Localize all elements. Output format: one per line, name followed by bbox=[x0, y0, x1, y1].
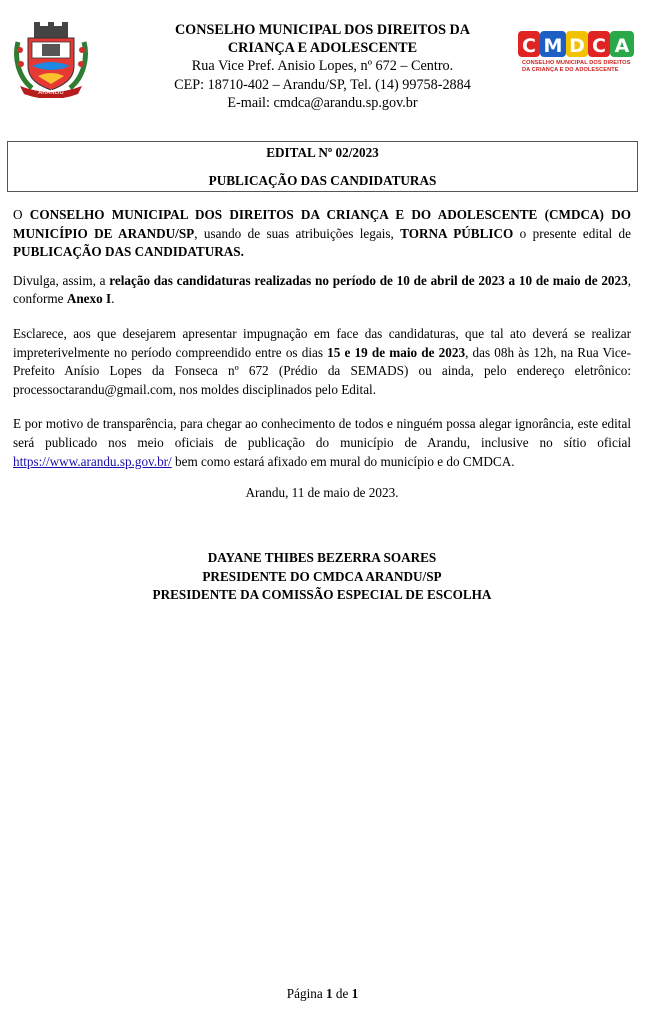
text: , conforme bbox=[13, 272, 631, 307]
header-org-line1: CONSELHO MUNICIPAL DOS DIREITOS DA bbox=[174, 22, 471, 38]
date-line: Arandu, 11 de maio de 2023. bbox=[245, 485, 399, 500]
svg-text:C: C bbox=[592, 35, 606, 57]
signer-role-2: PRESIDENTE DA COMISSÃO ESPECIAL DE ESCOLHA bbox=[152, 587, 492, 603]
bold-text: relação das candidaturas realizadas no período de 10 de abril de 2023 a 10 de maio de 2023 bbox=[109, 272, 628, 288]
edital-subject: PUBLICAÇÃO DAS CANDIDATURAS bbox=[208, 173, 437, 188]
svg-text:M: M bbox=[543, 35, 563, 57]
edital-number: EDITAL Nº 02/2023 bbox=[266, 145, 379, 160]
text: E por motivo de transparência, para chegar ao conhecimento de todos e ninguém possa alegar ignorância, este edital será publicado nos meio oficiais de publicação do município de Arandu, inclusive no sítio oficial bbox=[13, 416, 631, 450]
cmdca-logo-wordmark-icon bbox=[518, 29, 634, 59]
header-email: E-mail: cmdca@arandu.sp.gov.br bbox=[227, 94, 418, 111]
text: bem como estará afixado em mural do município e do CMDCA. bbox=[171, 453, 515, 469]
text: Divulga, assim, a bbox=[13, 272, 110, 288]
text: , usando de suas atribuições legais, bbox=[194, 225, 401, 241]
paragraph-1 bbox=[13, 206, 631, 262]
edital-title-box bbox=[7, 141, 638, 192]
cmdca-logo-subtitle bbox=[522, 60, 634, 74]
text: o presente edital de bbox=[513, 225, 632, 241]
paragraph-2 bbox=[13, 272, 631, 309]
text: , das 08h às 12h, na Rua Vice-Prefeito Anísio Lopes da Fonseca nº 672 (Prédio da SEMADS) ou ainda, pelo endereço eletrônico: processoctarandu@gmail.com, nos moldes disciplinados pelo Edital. bbox=[13, 344, 631, 397]
cmdca-logo bbox=[518, 29, 634, 77]
text: . bbox=[111, 291, 115, 307]
cmdca-sub-line2: DA CRIANÇA E DO ADOLESCENTE bbox=[522, 66, 619, 73]
bold-text: CONSELHO MUNICIPAL DOS DIREITOS DA CRIANÇA E DO ADOLESCENTE (CMDCA) DO MUNICÍPIO DE ARANDU/SP bbox=[13, 207, 631, 241]
bold-text: PUBLICAÇÃO DAS CANDIDATURAS. bbox=[13, 244, 244, 260]
arandu-coat-of-arms-icon bbox=[12, 22, 90, 98]
text: Esclarece, aos que desejarem apresentar impugnação em face das candidaturas, que tal ato deverá se realizar impreterivelmente no período compreendido entre os dias bbox=[13, 325, 631, 360]
bold-text: TORNA PÚBLICO bbox=[400, 225, 514, 241]
header-address: Rua Vice Pref. Anisio Lopes, nº 672 – Centro. bbox=[191, 58, 454, 75]
letterhead bbox=[140, 21, 505, 112]
page-word: Página bbox=[286, 986, 323, 1001]
bold-text: 15 e 19 de maio de 2023 bbox=[327, 344, 466, 360]
page-total: 1 bbox=[351, 986, 359, 1001]
header-org-line2: CRIANÇA E ADOLESCENTE bbox=[227, 40, 418, 57]
of-word: de bbox=[335, 986, 349, 1001]
svg-text:C: C bbox=[522, 35, 536, 57]
paragraph-3 bbox=[13, 325, 631, 399]
header-cep-phone: CEP: 18710-402 – Arandu/SP, Tel. (14) 99758-2884 bbox=[174, 76, 471, 93]
svg-text:D: D bbox=[569, 35, 585, 57]
crest-ribbon-text: ARANDU bbox=[38, 89, 64, 96]
page-footer bbox=[0, 986, 645, 1002]
signer-name: DAYANE THIBES BEZERRA SOARES bbox=[207, 550, 437, 565]
cmdca-sub-line1: CONSELHO MUNICIPAL DOS DIREITOS bbox=[522, 60, 631, 66]
page-number: 1 bbox=[325, 986, 333, 1001]
signature-block bbox=[13, 549, 631, 605]
paragraph-4 bbox=[13, 415, 631, 471]
signer-role-1: PRESIDENTE DO CMDCA ARANDU/SP bbox=[202, 568, 442, 584]
text: O bbox=[13, 207, 30, 222]
bold-text: Anexo I bbox=[66, 291, 112, 307]
edital-body bbox=[13, 206, 631, 481]
arandu-website-link[interactable]: https://www.arandu.sp.gov.br/ bbox=[13, 453, 172, 469]
svg-text:A: A bbox=[614, 35, 630, 57]
